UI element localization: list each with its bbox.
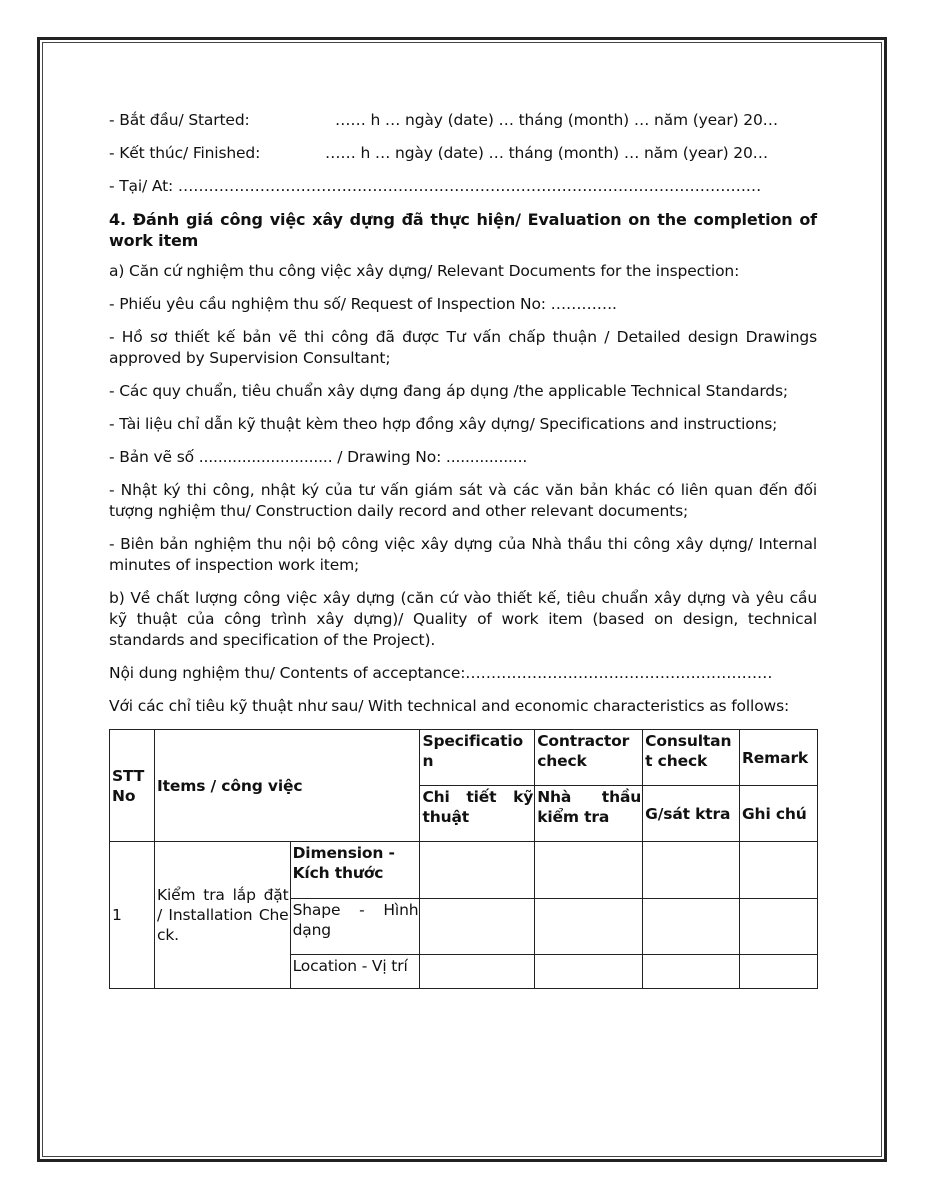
header-specification: Specification xyxy=(420,730,535,786)
header-stt: STT No xyxy=(110,730,155,842)
construction-diary-line: - Nhật ký thi công, nhật ký của tư vấn giám sát và các văn bản khác có liên quan đến đối tượng nghiệm thu/ Construction daily record and other relevant documents; xyxy=(109,481,817,520)
inspection-table xyxy=(109,729,818,989)
table-row xyxy=(110,842,818,899)
internal-minutes-line: - Biên bản nghiệm thu nội bộ công việc xây dựng của Nhà thầu thi công xây dựng/ Internal minutes of inspection work item; xyxy=(109,535,817,574)
finished-line xyxy=(109,143,817,164)
cell-spec-dimension xyxy=(420,842,535,899)
row-item: Kiểm tra lắp đặt / Installation Check. xyxy=(154,842,290,989)
started-line xyxy=(109,110,817,131)
characteristics-line: Với các chỉ tiêu kỹ thuật như sau/ With technical and economic characteristics as follows: xyxy=(109,697,790,715)
cell-spec-shape xyxy=(420,899,535,955)
header-contractor-inspect: Nhà thầu kiểm tra xyxy=(535,786,643,842)
header-consultant-check: Consultant check xyxy=(643,730,740,786)
request-line: - Phiếu yêu cầu nghiệm thu số/ Request of Inspection No: …………. xyxy=(109,295,617,313)
cell-remark-shape xyxy=(739,899,817,955)
subitem-location: Location - Vị trí xyxy=(290,955,420,989)
header-remark: Remark xyxy=(739,730,817,786)
document-body xyxy=(109,110,817,989)
started-value: …… h … ngày (date) … tháng (month) … năm (year) 20… xyxy=(335,111,779,129)
header-supervisor-inspect: G/sát ktra xyxy=(643,786,740,842)
cell-contractor-dimension xyxy=(535,842,643,899)
subitem-shape: Shape - Hình dạng xyxy=(290,899,420,955)
header-items: Items / công việc xyxy=(154,730,419,842)
documents-heading: a) Căn cứ nghiệm thu công việc xây dựng/ Relevant Documents for the inspection: xyxy=(109,262,740,280)
section-4-title: 4. Đánh giá công việc xây dựng đã thực hiện/ Evaluation on the completion of work item xyxy=(109,210,817,250)
cell-consultant-dimension xyxy=(643,842,740,899)
design-drawings-line: - Hồ sơ thiết kế bản vẽ thi công đã được Tư vấn chấp thuận / Detailed design Drawings approved by Supervision Consultant; xyxy=(109,328,817,367)
cell-contractor-shape xyxy=(535,899,643,955)
row-number: 1 xyxy=(110,842,155,989)
header-note: Ghi chú xyxy=(739,786,817,842)
cell-consultant-location xyxy=(643,955,740,989)
cell-consultant-shape xyxy=(643,899,740,955)
started-label: - Bắt đầu/ Started: xyxy=(109,111,250,129)
cell-spec-location xyxy=(420,955,535,989)
finished-label: - Kết thúc/ Finished: xyxy=(109,144,261,162)
cell-remark-dimension xyxy=(739,842,817,899)
cell-remark-location xyxy=(739,955,817,989)
header-contractor-check: Contractor check xyxy=(535,730,643,786)
finished-value: …… h … ngày (date) … tháng (month) … năm (year) 20… xyxy=(325,144,769,162)
location-line: - Tại/ At: …………………………………………………………………………………………………… xyxy=(109,177,762,195)
cell-contractor-location xyxy=(535,955,643,989)
drawing-number-line: - Bản vẽ số ............................ / Drawing No: ................. xyxy=(109,448,528,466)
quality-heading: b) Về chất lượng công việc xây dựng (căn cứ vào thiết kế, tiêu chuẩn xây dựng và yêu cầu kỹ thuật của công trình xây dựng)/ Quality of work item (based on design, technical standards and specification of the Project). xyxy=(109,589,817,649)
subitem-dimension: Dimension - Kích thước xyxy=(290,842,420,899)
acceptance-contents-line: Nội dung nghiệm thu/ Contents of acceptance:…………………………………………………… xyxy=(109,664,773,682)
specifications-line: - Tài liệu chỉ dẫn kỹ thuật kèm theo hợp đồng xây dựng/ Specifications and instructions; xyxy=(109,415,778,433)
header-spec-detail: Chi tiết kỹ thuật xyxy=(420,786,535,842)
standards-line: - Các quy chuẩn, tiêu chuẩn xây dựng đang áp dụng /the applicable Technical Standards; xyxy=(109,382,788,400)
